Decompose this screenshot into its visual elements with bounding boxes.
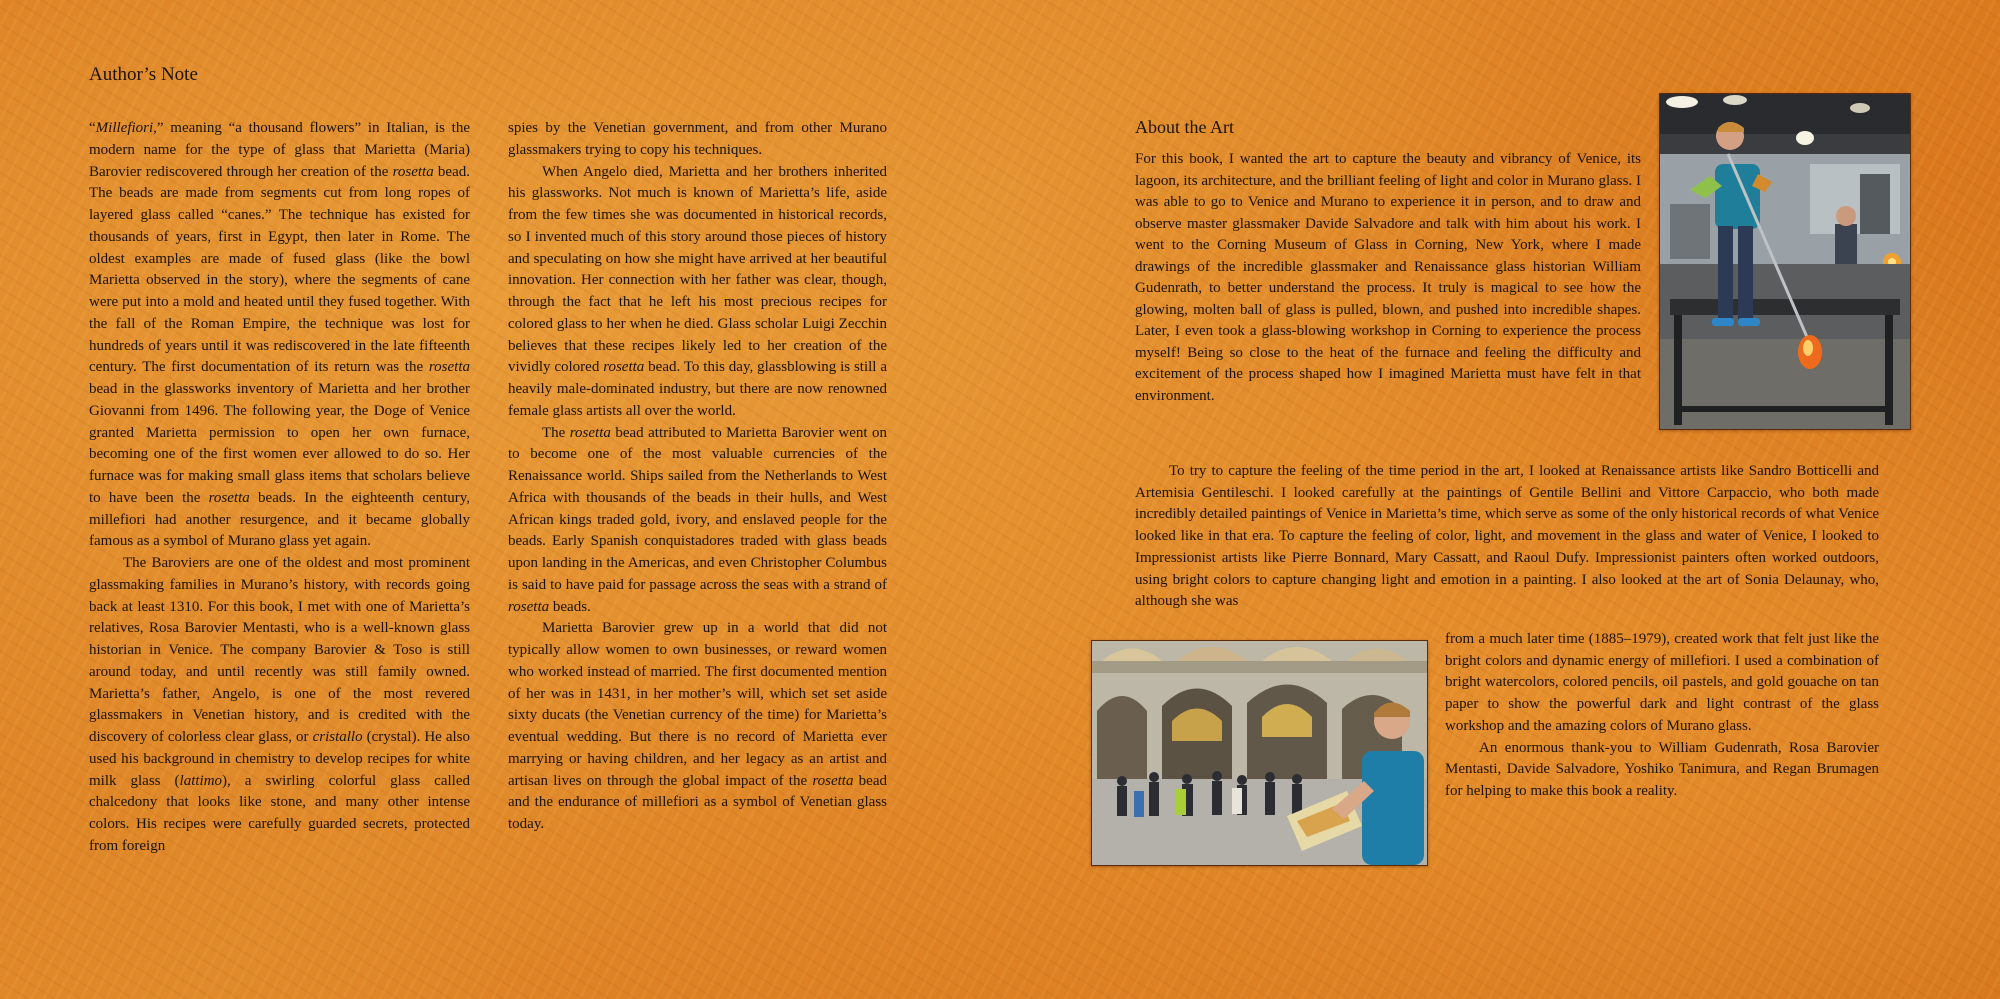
italic-term: Millefiori [95, 120, 154, 136]
text-run: The Baroviers are one of the oldest and most prominent glassmaking families in Murano’s history, with records going back at least 1310. For this book, I met with one of Marietta’s relatives, Rosa Barovier Mentasti, who is a well-known glass historian in Venice. The company Barovier & Toso is still around today, and until recently was still family owned. Marietta’s father, Angelo, is one of the most revered glassmakers in Venetian history, and is credited with the discovery of colorless clear glass, or [89, 555, 470, 745]
glassblower-photo [1659, 93, 1911, 430]
venice-square-photo [1091, 640, 1428, 866]
glassblower-illustration [1660, 94, 1910, 429]
about-art-intro [1135, 149, 1641, 407]
author-note-heading: Author’s Note [89, 64, 198, 85]
about-art-heading: About the Art [1135, 117, 1234, 137]
author-note-paragraph-2-continued [508, 118, 887, 162]
italic-term: rosetta [428, 359, 470, 376]
about-art-paragraph-3: An enormous thank-you to William Gudenrath, Rosa Barovier Mentasti, Davide Salvadore, Yoshiko Tanimura, and Regan Brumagen for helping to make this book a reality. [1445, 739, 1879, 799]
text-run: bead in the glassworks inventory of Marietta and her brother Giovanni from 1496. The following year, the Doge of Venice granted Marietta permission to open her own furnace, becoming one of the first women ever allowed to do so. Her furnace was for making small glass items that scholars believe to have been the [89, 381, 470, 506]
author-note-paragraph-3 [508, 162, 887, 423]
author-note-paragraph-4 [508, 423, 887, 619]
italic-term: rosetta [812, 772, 854, 789]
about-art-paragraph-1: For this book, I wanted the art to capture the beauty and vibrancy of Venice, its lagoon, its architecture, and the brilliant feeling of light and color in Murano glass. I was able to go to Venice and Murano to experience it in person, and to draw and observe master glassmaker Davide Salvadore and talk with him about his work. I went to the Corning Museum of Glass in Corning, New York, where I made drawings of the incredible glassmaker and Renaissance glass historian William Gudenrath, to better understand the process. It truly is magical to see how the glowing, molten ball of glass is pulled, blown, and pushed into incredible shapes. Later, I even took a glass-blowing workshop in Corning to experience the process myself! Being so close to the heat of the furnace and feeling the difficulty and excitement of the process shaped how I imagined Marietta must have felt in that environment. [1135, 151, 1641, 404]
italic-term: rosetta [208, 489, 250, 506]
author-note-column-1 [89, 118, 470, 858]
author-note-paragraph-2 [89, 553, 470, 858]
text-run: beads. [549, 598, 591, 615]
italic-term: cristallo [312, 729, 363, 745]
text-run: (crystal). He also used his background in chemistry to develop recipes for white milk glass ( [89, 729, 470, 789]
venice-square-illustration [1092, 641, 1427, 865]
text-run: When Angelo died, Marietta and her brothers inherited his glassworks. Not much is known of Marietta’s life, aside from the few times she was documented in historical records, so I invented much of this story around those pieces of history and speculating on how she might have arrived at her beautiful innovation. Her connection with her father was clear, though, through the fact that he left his most precious recipes for colored glass to her when he died. Glass scholar Luigi Zecchin believes that these recipes likely led to her creation of the vividly colored [508, 163, 887, 376]
text-run: bead. To this day, glassblowing is still a heavily male-dominated industry, but there are now renowned female glass artists all over the world. [508, 359, 887, 419]
about-art-right [1445, 629, 1879, 803]
text-run: ), a swirling colorful glass called chalcedony that looks like stone, and many other intense colors. His recipes were carefully guarded secrets, protected from foreign [89, 772, 470, 854]
italic-term: rosetta [508, 598, 550, 615]
text-run: ,” meaning “a thousand flowers” in Italian, is the modern name for the type of glass that Marietta (Maria) Barovier rediscovered through her creation of the [89, 120, 470, 180]
author-note-column-2 [508, 118, 887, 836]
text-run: The [542, 424, 570, 441]
about-art-paragraph-2-continued: from a much later time (1885–1979), created work that felt just like the bright colors and dynamic energy of millefiori. I used a combination of bright watercolors, colored pencils, oil pastels, and gold gouache on tan paper to show the powerful dark and light contrast of the glass workshop and the amazing colors of Murano glass. [1445, 631, 1879, 734]
author-note-paragraph-5 [508, 618, 887, 836]
text-run: beads. In the eighteenth century, millefiori had another resurgence, and it became globally famous as a symbol of Murano glass yet again. [89, 489, 471, 550]
text-run: “ [89, 120, 96, 136]
italic-term: rosetta [569, 424, 611, 441]
text-run: bead. The beads are made from segments cut from long ropes of layered glass called “canes.” The technique has existed for thousands of years, first in Egypt, then later in Rome. The oldest examples are made of fused glass (like the bowl Marietta observed in the story), where the segments of cane were put into a mold and heated until they fused together. With the fall of the Roman Empire, the technique was lost for hundreds of years until it was rediscovered in the late fifteenth century. The first documentation of its return was the [89, 163, 470, 376]
text-run: Marietta Barovier grew up in a world that did not typically allow women to own businesses, or reward women who worked instead of married. The first documented mention of her was in 1431, in her mother’s will, which set set aside sixty ducats (the Venetian currency of the time) for Marietta’s eventual wedding. But there is no record of Marietta ever marrying or having children, and her legacy as an artist and artisan lives on through the global impact of the [508, 620, 887, 789]
text-run: bead and the endurance of millefiori as a symbol of Venetian glass today. [508, 772, 887, 832]
italic-term: rosetta [603, 359, 645, 376]
text-run: bead attributed to Marietta Barovier went on to become one of the most valuable currencies of the Renaissance world. Ships sailed from the Netherlands to West Africa with thousands of the beads in their hulls, and West African kings traded gold, ivory, and enslaved people for the beads. Early Spanish conquistadores traded with glass beads upon landing in the Americas, and even Christopher Columbus is said to have paid for passage across the seas with a strand of [508, 424, 887, 593]
italic-term: lattimo [179, 772, 223, 789]
about-art-middle [1135, 461, 1879, 613]
about-art-paragraph-2: To try to capture the feeling of the time period in the art, I looked at Renaissance artists like Sandro Botticelli and Artemisia Gentileschi. I looked carefully at the paintings of Gentile Bellini and Vittore Carpaccio, who both made incredibly detailed paintings of Venice in Marietta’s time, which serve as some of the only historical records of what Venice looked like in that era. To capture the feeling of color, light, and movement in the glass and water of Venice, I looked to Impressionist artists like Pierre Bonnard, Mary Cassatt, and Raoul Dufy. Impressionist painters often worked outdoors, using bright colors to capture changing light and emotion in a painting. I also looked at the art of Sonia Delaunay, who, although she was [1135, 463, 1879, 610]
italic-term: rosetta [392, 163, 434, 180]
text-run: spies by the Venetian government, and from other Murano glassmakers trying to copy his techniques. [508, 120, 887, 158]
author-note-paragraph-1 [89, 118, 470, 553]
